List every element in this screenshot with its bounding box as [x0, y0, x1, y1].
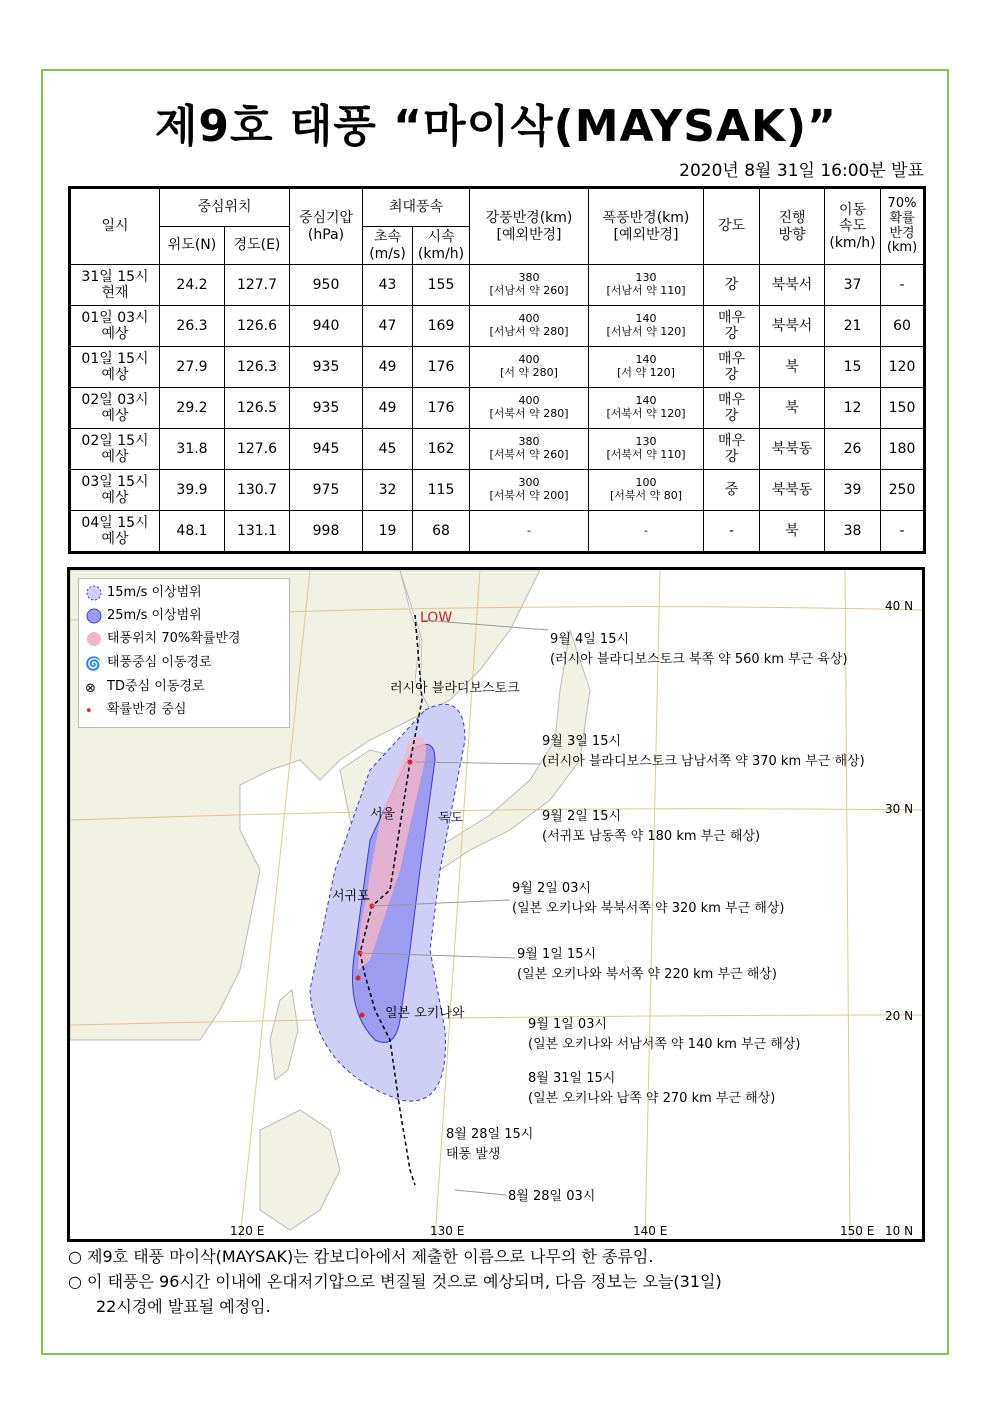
- col-ms: 초속 (m/s): [363, 227, 413, 265]
- lat-40: 40 N: [885, 599, 914, 613]
- cell-dir: 북북동: [760, 470, 825, 511]
- cell-gale: -: [470, 511, 589, 553]
- cell-ms: 49: [363, 347, 413, 388]
- lon-140: 140 E: [633, 1224, 668, 1238]
- col-lon: 경도(E): [225, 227, 290, 265]
- cell-ms: 43: [363, 265, 413, 306]
- cell-int: 매우 강: [704, 347, 760, 388]
- cell-storm: 100 [서북서 약 80]: [589, 470, 704, 511]
- table-row: [70, 306, 925, 347]
- cell-p: 935: [290, 347, 363, 388]
- annot-6-l1: 8월 31일 15시: [528, 1071, 616, 1086]
- lat-10: 10 N: [885, 1224, 914, 1238]
- cell-p: 935: [290, 388, 363, 429]
- cell-gale: 380 [서남서 약 260]: [470, 265, 589, 306]
- annot-4-l2: (일본 오키나와 북서쪽 약 220 km 부근 해상): [517, 967, 777, 982]
- cell-kmh: 162: [413, 429, 470, 470]
- cell-ms: 47: [363, 306, 413, 347]
- col-gale: 강풍반경(km) [예외반경]: [470, 188, 589, 265]
- place-okinawa: 일본 오키나와: [385, 1006, 465, 1021]
- cell-storm: 140 [서북서 약 120]: [589, 388, 704, 429]
- td-icon: ⊗: [85, 681, 96, 696]
- col-direction: 진행 방향: [760, 188, 825, 265]
- cell-gale: 300 [서북서 약 200]: [470, 470, 589, 511]
- cell-int: 강: [704, 265, 760, 306]
- col-intensity: 강도: [704, 188, 760, 265]
- cell-lon: 127.6: [225, 429, 290, 470]
- cell-p: 945: [290, 429, 363, 470]
- annot-5-l2: (일본 오키나와 서남서쪽 약 140 km 부근 해상): [528, 1037, 801, 1052]
- cell-p: 975: [290, 470, 363, 511]
- col-prob: 70% 확률 반경 (km): [881, 188, 925, 265]
- cell-kmh: 169: [413, 306, 470, 347]
- cell-spd: 38: [825, 511, 881, 553]
- notes: [68, 1244, 928, 1319]
- table-row: [70, 347, 925, 388]
- cell-lon: 127.7: [225, 265, 290, 306]
- cell-prob: 120: [881, 347, 925, 388]
- cell-lon: 126.5: [225, 388, 290, 429]
- cell-time: 01일 15시 예상: [70, 347, 160, 388]
- cell-storm: 140 [서남서 약 120]: [589, 306, 704, 347]
- cell-ms: 19: [363, 511, 413, 553]
- cell-time: 31일 15시 현재: [70, 265, 160, 306]
- cell-spd: 12: [825, 388, 881, 429]
- cell-lat: 48.1: [160, 511, 225, 553]
- legend-track: 🌀 태풍중심 이동경로: [107, 653, 212, 673]
- place-vladivostok: 러시아 블라디보스토크: [390, 681, 520, 696]
- cell-dir: 북북서: [760, 265, 825, 306]
- cell-kmh: 155: [413, 265, 470, 306]
- lon-150: 150 E: [840, 1224, 875, 1238]
- table-row: [70, 511, 925, 553]
- dot-icon: •: [85, 704, 93, 719]
- cell-gale: 380 [서북서 약 260]: [470, 429, 589, 470]
- note-1: ○ 제9호 태풍 마이삭(MAYSAK)는 캄보디아에서 제출한 이름으로 나무의 한 종류임.: [68, 1247, 654, 1266]
- annot-8-l1: 8월 28일 03시: [508, 1189, 596, 1204]
- annot-3-l1: 9월 2일 03시: [512, 881, 592, 896]
- cell-lon: 130.7: [225, 470, 290, 511]
- cell-dir: 북: [760, 388, 825, 429]
- cell-p: 998: [290, 511, 363, 553]
- annot-1-l2: (러시아 블라디보스토크 남남서쪽 약 370 km 부근 해상): [542, 754, 865, 769]
- cell-spd: 21: [825, 306, 881, 347]
- cell-lat: 29.2: [160, 388, 225, 429]
- cell-gale: 400 [서북서 약 280]: [470, 388, 589, 429]
- table-row: [70, 388, 925, 429]
- cell-kmh: 176: [413, 347, 470, 388]
- cell-p: 950: [290, 265, 363, 306]
- col-maxwind: 최대풍속: [363, 188, 470, 227]
- cell-ms: 49: [363, 388, 413, 429]
- cell-kmh: 115: [413, 470, 470, 511]
- annot-4-l1: 9월 1일 15시: [517, 947, 597, 962]
- cell-prob: 150: [881, 388, 925, 429]
- cell-lat: 24.2: [160, 265, 225, 306]
- forecast-table: [68, 186, 926, 554]
- cell-storm: -: [589, 511, 704, 553]
- place-dokdo: 독도: [438, 811, 464, 826]
- cell-storm: 130 [서남서 약 110]: [589, 265, 704, 306]
- track-map: [67, 567, 925, 1242]
- cell-dir: 북: [760, 347, 825, 388]
- cell-lat: 27.9: [160, 347, 225, 388]
- annot-5-l1: 9월 1일 03시: [528, 1017, 608, 1032]
- annot-7-l1: 8월 28일 15시: [446, 1127, 534, 1142]
- cell-int: 매우 강: [704, 429, 760, 470]
- legend-15ms: 15m/s 이상범위: [107, 583, 202, 603]
- cell-dir: 북북동: [760, 429, 825, 470]
- cell-spd: 26: [825, 429, 881, 470]
- annot-2-l2: (서귀포 남동쪽 약 180 km 부근 해상): [542, 829, 761, 844]
- cell-time: 02일 15시 예상: [70, 429, 160, 470]
- place-seogwipo: 서귀포: [332, 889, 370, 904]
- cell-int: 중: [704, 470, 760, 511]
- cell-storm: 140 [서 약 120]: [589, 347, 704, 388]
- cell-kmh: 176: [413, 388, 470, 429]
- cell-dir: 북: [760, 511, 825, 553]
- cell-storm: 130 [서북서 약 110]: [589, 429, 704, 470]
- cell-lon: 131.1: [225, 511, 290, 553]
- cell-int: 매우 강: [704, 306, 760, 347]
- cell-gale: 400 [서남서 약 280]: [470, 306, 589, 347]
- low-label: LOW: [420, 610, 453, 626]
- col-center: 중심위치: [160, 188, 290, 227]
- note-2: ○ 이 태풍은 96시간 이내에 온대저기압으로 변질될 것으로 예상되며, 다음 정보는 오늘(31일): [68, 1272, 722, 1291]
- cell-lat: 26.3: [160, 306, 225, 347]
- cell-prob: -: [881, 265, 925, 306]
- lat-30: 30 N: [885, 802, 914, 816]
- cell-time: 02일 03시 예상: [70, 388, 160, 429]
- legend-center: • 확률반경 중심: [107, 700, 186, 720]
- note-2-cont: 22시경에 발표될 예정임.: [96, 1297, 271, 1316]
- lon-120: 120 E: [230, 1224, 265, 1238]
- cell-spd: 15: [825, 347, 881, 388]
- cell-int: 매우 강: [704, 388, 760, 429]
- cell-lon: 126.6: [225, 306, 290, 347]
- cell-spd: 39: [825, 470, 881, 511]
- cell-ms: 32: [363, 470, 413, 511]
- cell-dir: 북북서: [760, 306, 825, 347]
- lon-130: 130 E: [430, 1224, 465, 1238]
- cell-p: 940: [290, 306, 363, 347]
- cell-prob: 180: [881, 429, 925, 470]
- cell-lat: 31.8: [160, 429, 225, 470]
- annot-3-l2: (일본 오키나와 북북서쪽 약 320 km 부근 해상): [512, 901, 785, 916]
- legend-25ms: 25m/s 이상범위: [107, 606, 202, 626]
- legend-prob: 태풍위치 70%확률반경: [107, 629, 241, 649]
- page-title: 제9호 태풍 “마이삭(MAYSAK)”: [154, 101, 838, 152]
- map-legend: [78, 578, 290, 728]
- cell-prob: 60: [881, 306, 925, 347]
- cell-ms: 45: [363, 429, 413, 470]
- annot-7-l2: 태풍 발생: [446, 1147, 501, 1162]
- cell-spd: 37: [825, 265, 881, 306]
- col-time: 일시: [70, 188, 160, 265]
- table-row: [70, 429, 925, 470]
- annot-1-l1: 9월 3일 15시: [542, 734, 622, 749]
- typhoon-icon: 🌀: [85, 657, 102, 672]
- cell-time: 04일 15시 예상: [70, 511, 160, 553]
- cell-kmh: 68: [413, 511, 470, 553]
- table-row: [70, 265, 925, 306]
- issue-date: 2020년 8월 31일 16:00분 발표: [679, 161, 924, 181]
- table-row: [70, 470, 925, 511]
- legend-td: ⊗ TD중심 이동경로: [107, 677, 204, 697]
- annot-2-l1: 9월 2일 15시: [542, 809, 622, 824]
- col-lat: 위도(N): [160, 227, 225, 265]
- col-pressure: 중심기압 (hPa): [290, 188, 363, 265]
- annot-6-l2: (일본 오키나와 남쪽 약 270 km 부근 해상): [528, 1091, 776, 1106]
- cell-time: 01일 03시 예상: [70, 306, 160, 347]
- cell-lat: 39.9: [160, 470, 225, 511]
- col-kmh: 시속 (km/h): [413, 227, 470, 265]
- cell-prob: -: [881, 511, 925, 553]
- lat-20: 20 N: [885, 1009, 914, 1023]
- annot-0-l1: 9월 4일 15시: [550, 632, 630, 647]
- place-seoul: 서울: [370, 807, 396, 822]
- cell-time: 03일 15시 예상: [70, 470, 160, 511]
- col-storm: 폭풍반경(km) [예외반경]: [589, 188, 704, 265]
- cell-lon: 126.3: [225, 347, 290, 388]
- cell-prob: 250: [881, 470, 925, 511]
- annot-0-l2: (러시아 블라디보스토크 북쪽 약 560 km 부근 육상): [550, 652, 848, 667]
- cell-gale: 400 [서 약 280]: [470, 347, 589, 388]
- cell-int: -: [704, 511, 760, 553]
- col-speed: 이동 속도 (km/h): [825, 188, 881, 265]
